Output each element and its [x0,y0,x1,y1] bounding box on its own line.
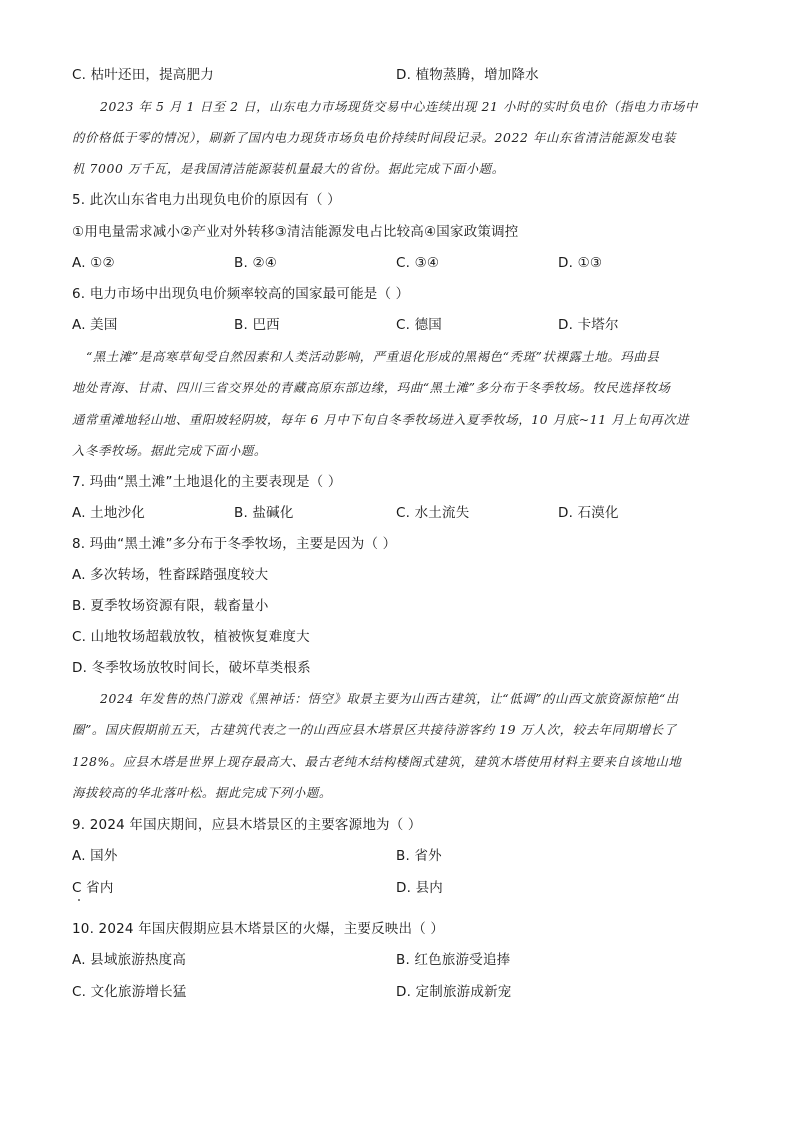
stray-mark [78,899,80,901]
passage-line: 机 7000 万千瓦，是我国清洁能源装机量最大的省份。据此完成下面小题。 [72,161,505,176]
question-6-stem: 6. 电力市场中出现负电价频率较高的国家最可能是（ ） [72,286,410,302]
passage-line: 2023 年 5 月 1 日至 2 日，山东电力市场现货交易中心连续出现 21 小时的实时负电价（指电力市场中 [100,99,698,114]
question-5-stem: 5. 此次山东省电力出现负电价的原因有（ ） [72,192,341,208]
passage-line: 128%。应县木塔是世界上现存最高大、最古老纯木结构楼阁式建筑，建筑木塔使用材料主要来自该地山地 [72,754,682,769]
q6-option-b[interactable]: B. 巴西 [234,317,280,333]
q5-option-b[interactable]: B. ②④ [234,255,278,271]
q7-option-c[interactable]: C. 水土流失 [396,505,470,521]
passage-line: “黑土滩”是高寒草甸受自然因素和人类活动影响，严重退化形成的黑褐色“秃斑”状裸露土地。玛曲县 [86,349,660,364]
q9-option-b[interactable]: B. 省外 [396,848,442,864]
option-d-prev: D. 植物蒸腾，增加降水 [396,67,539,83]
passage-line: 通常重滩地轻山地、重阳坡轻阴坡，每年 6 月中下旬自冬季牧场进入夏季牧场，10 月底~11 月上旬再次进 [72,412,690,427]
q5-option-c[interactable]: C. ③④ [396,255,440,271]
q7-option-b[interactable]: B. 盐碱化 [234,505,294,521]
question-9-stem: 9. 2024 年国庆期间，应县木塔景区的主要客源地为（ ） [72,817,422,833]
q7-option-d[interactable]: D. 石漠化 [558,505,619,521]
q5-option-a[interactable]: A. ①② [72,255,115,271]
question-10-stem: 10. 2024 年国庆假期应县木塔景区的火爆，主要反映出（ ） [72,921,445,937]
passage-line: 圈”。国庆假期前五天，古建筑代表之一的山西应县木塔景区共接待游客约 19 万人次，较去年同期增长了 [72,722,677,737]
q8-option-d[interactable]: D. 冬季牧场放牧时间长，破坏草类根系 [72,660,311,676]
q8-option-a[interactable]: A. 多次转场，牲畜踩踏强度较大 [72,567,269,583]
passage-line: 海拔较高的华北落叶松。据此完成下列小题。 [72,785,332,800]
passage-line: 地处青海、甘肃、四川三省交界处的青藏高原东部边缘，玛曲“黑土滩”多分布于冬季牧场。牧民选择牧场 [72,380,671,395]
q9-option-d[interactable]: D. 县内 [396,880,443,896]
passage-line: 入冬季牧场。据此完成下面小题。 [72,443,267,458]
q8-option-c[interactable]: C. 山地牧场超载放牧，植被恢复难度大 [72,629,310,645]
passage-line: 的价格低于零的情况），刷新了国内电力现货市场负电价持续时间段记录。2022 年山东省清洁能源发电装 [72,130,676,145]
passage-line: 2024 年发售的热门游戏《黑神话：悟空》取景主要为山西古建筑，让“低调”的山西文旅资源惊艳“出 [100,691,679,706]
q9-option-c[interactable]: C 省内 [72,880,114,896]
q10-option-d[interactable]: D. 定制旅游成新宠 [396,984,512,1000]
q10-option-b[interactable]: B. 红色旅游受追捧 [396,952,511,968]
q6-option-a[interactable]: A. 美国 [72,317,118,333]
q5-option-d[interactable]: D. ①③ [558,255,603,271]
question-8-stem: 8. 玛曲“黑土滩”多分布于冬季牧场，主要是因为（ ） [72,536,397,552]
q8-option-b[interactable]: B. 夏季牧场资源有限，载畜量小 [72,598,269,614]
q9-option-a[interactable]: A. 国外 [72,848,118,864]
q10-option-a[interactable]: A. 县域旅游热度高 [72,952,187,968]
option-c-prev: C. 枯叶还田，提高肥力 [72,67,214,83]
q6-option-c[interactable]: C. 德国 [396,317,443,333]
q10-option-c[interactable]: C. 文化旅游增长猛 [72,984,187,1000]
q6-option-d[interactable]: D. 卡塔尔 [558,317,619,333]
question-5-items: ①用电量需求减小②产业对外转移③清洁能源发电占比较高④国家政策调控 [72,224,519,240]
q7-option-a[interactable]: A. 土地沙化 [72,505,145,521]
question-7-stem: 7. 玛曲“黑土滩”土地退化的主要表现是（ ） [72,474,342,490]
